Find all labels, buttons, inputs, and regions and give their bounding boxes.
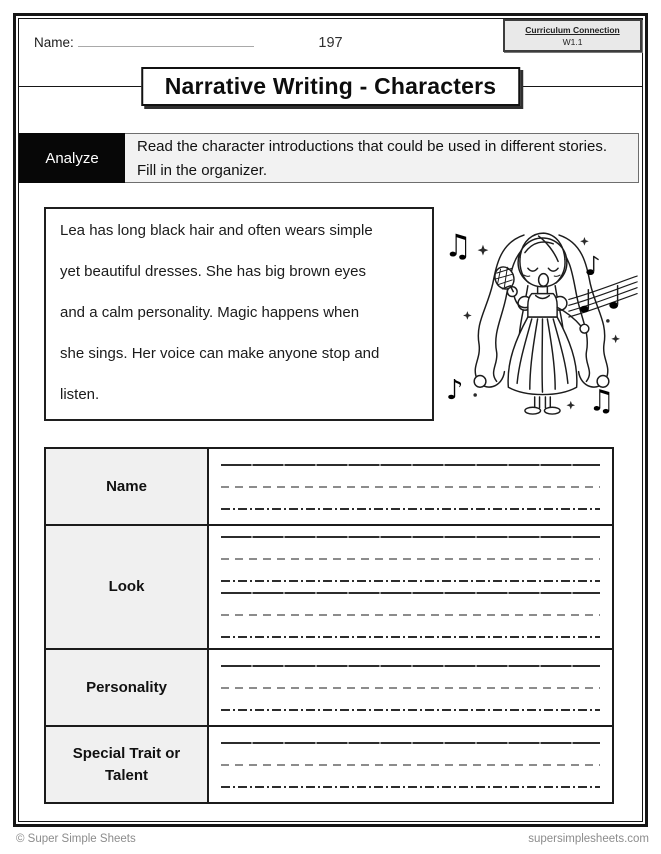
- table-row: [45, 448, 613, 525]
- page-number: 197: [318, 35, 343, 51]
- music-note-icon: ♪: [445, 374, 464, 406]
- music-note-icon: ♫: [588, 383, 615, 418]
- curriculum-connection-title: Curriculum Connection: [525, 25, 620, 35]
- handwriting-lines[interactable]: [221, 464, 600, 510]
- handwriting-lines[interactable]: [221, 665, 600, 711]
- story-line: and a calm personality. Magic happens when: [60, 304, 360, 321]
- analyze-section: [19, 133, 639, 183]
- story-line: yet beautiful dresses. She has big brown eyes: [60, 263, 367, 280]
- name-label: Name:: [34, 35, 74, 50]
- table-row: [45, 525, 613, 649]
- copyright-text: © Super Simple Sheets: [16, 833, 136, 845]
- handwriting-lines[interactable]: [221, 742, 600, 788]
- handwriting-lines[interactable]: [221, 536, 600, 582]
- page-border-inner: [18, 18, 643, 822]
- music-note-icon: ♫: [443, 228, 472, 265]
- page-title: Narrative Writing - Characters: [141, 67, 521, 106]
- analyze-instruction-text: Read the character introductions that could be used in different stories. Fill in the organizer.: [137, 138, 608, 179]
- row-label-personality: Personality: [45, 649, 208, 726]
- story-line: listen.: [60, 386, 100, 403]
- handwriting-lines[interactable]: [221, 592, 600, 638]
- title-banner: [19, 67, 642, 107]
- row-answer-special-trait: [208, 726, 613, 803]
- story-section: [19, 205, 642, 423]
- table-row: [45, 649, 613, 726]
- story-line: she sings. Her voice can make anyone stop and: [60, 345, 380, 362]
- character-introduction-box: [44, 207, 434, 421]
- analyze-tag: Analyze: [19, 133, 125, 183]
- curriculum-connection-code: W1.1: [562, 37, 583, 47]
- table-row: [45, 726, 613, 803]
- row-label-name: Name: [45, 448, 208, 525]
- organizer-table: [44, 447, 614, 804]
- story-line: Lea has long black hair and often wears simple: [60, 222, 373, 239]
- singing-girl-illustration: [442, 211, 642, 423]
- curriculum-connection-box: [503, 19, 642, 52]
- website-link[interactable]: supersimplesheets.com: [528, 833, 649, 845]
- page-footer: [16, 833, 649, 845]
- row-answer-name: [208, 448, 613, 525]
- music-staff-icon: [569, 257, 637, 317]
- row-answer-look: [208, 525, 613, 649]
- analyze-instruction: [125, 133, 639, 183]
- row-label-look: Look: [45, 525, 208, 649]
- row-answer-personality: [208, 649, 613, 726]
- row-label-special-trait: Special Trait or Talent: [45, 726, 208, 803]
- page-content: [19, 19, 642, 821]
- page-border-frame: [13, 13, 648, 827]
